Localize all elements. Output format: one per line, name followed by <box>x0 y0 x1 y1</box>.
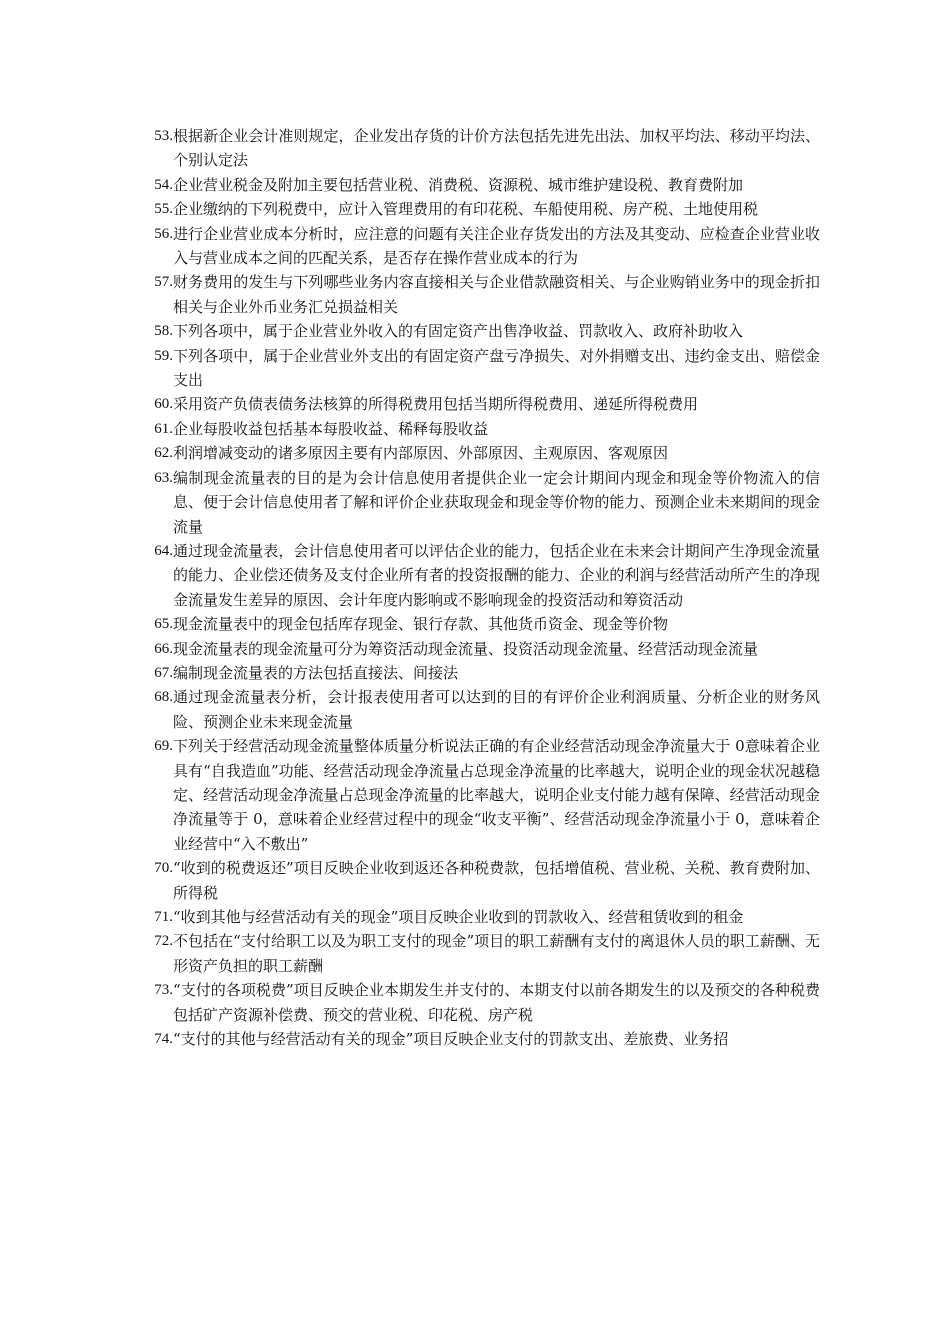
item-text: 下列关于经营活动现金流量整体质量分析说法正确的有企业经营活动现金净流量大于 0意味着企业具有“自我造血”功能、经营活动现金净流量占总现金净流量的比率越大，说明企业的现金状况越稳定、经营活动现金净流量占总现金净流量的比率越大，说明企业支付能力越有保障、经营活动现金净流量等于 0，意味着企业经营过程中的现金“收支平衡”、经营活动现金净流量小于 0，意味着企业经营中“入不敷出” <box>173 737 820 853</box>
list-item <box>140 392 820 416</box>
item-number: 69. <box>154 738 173 755</box>
item-number: 70. <box>154 860 173 877</box>
item-text: 编制现金流量表的目的是为会计信息使用者提供企业一定会计期间内现金和现金等价物流入的信息、便于会计信息使用者了解和评价企业获取现金和现金等价物的能力、预测企业未来期间的现金流量 <box>173 468 820 536</box>
item-number: 64. <box>154 542 173 559</box>
item-number: 74. <box>154 1031 173 1048</box>
numbered-list <box>140 124 820 1051</box>
item-text: 不包括在“支付给职工以及为职工支付的现金”项目的职工薪酬有支付的离退休人员的职工薪酬、无形资产负担的职工薪酬 <box>173 932 820 975</box>
list-item <box>140 929 820 978</box>
item-text: 通过现金流量表，会计信息使用者可以评估企业的能力，包括企业在未来会计期间产生净现金流量的能力、企业偿还债务及支付企业所有者的投资报酬的能力、企业的利润与经营活动所产生的净现金流量发生差异的原因、会计年度内影响或不影响现金的投资活动和筹资活动 <box>173 541 820 609</box>
item-text: 利润增减变动的诸多原因主要有内部原因、外部原因、主观原因、客观原因 <box>173 444 669 463</box>
list-item <box>140 197 820 221</box>
item-text: 下列各项中，属于企业营业外收入的有固定资产出售净收益、罚款收入、政府补助收入 <box>173 322 744 341</box>
item-text: “收到其他与经营活动有关的现金”项目反映企业收到的罚款收入、经营租赁收到的租金 <box>173 908 744 926</box>
list-item <box>140 734 820 856</box>
item-text: 编制现金流量表的方法包括直接法、间接法 <box>173 663 459 682</box>
item-number: 67. <box>154 664 173 681</box>
list-item <box>140 319 820 343</box>
list-item <box>140 124 820 173</box>
item-number: 73. <box>154 982 173 999</box>
item-text: 企业每股收益包括基本每股收益、稀释每股收益 <box>173 419 489 438</box>
item-text: 采用资产负债表债务法核算的所得税费用包括当期所得税费用、递延所得税费用 <box>173 395 699 414</box>
item-number: 57. <box>154 274 173 291</box>
list-item <box>140 270 820 319</box>
list-item <box>140 441 820 465</box>
item-number: 60. <box>154 396 173 413</box>
item-number: 59. <box>154 347 173 364</box>
item-text: 下列各项中，属于企业营业外支出的有固定资产盘亏净损失、对外捐赠支出、违约金支出、赔偿金支出 <box>173 346 820 390</box>
item-text: “支付的各项税费”项目反映企业本期发生并支付的、本期支付以前各期发生的以及预交的各种税费包括矿产资源补偿费、预交的营业税、印花税、房产税 <box>173 981 820 1024</box>
item-number: 62. <box>154 445 173 462</box>
item-text: 进行企业营业成本分析时，应注意的问题有关注企业存货发出的方法及其变动、应检查企业营业收入与营业成本之间的匹配关系，是否存在操作营业成本的行为 <box>173 224 820 268</box>
item-number: 55. <box>154 201 173 218</box>
list-item <box>140 612 820 636</box>
item-text: 企业营业税金及附加主要包括营业税、消费税、资源税、城市维护建设税、教育费附加 <box>173 175 744 194</box>
item-number: 58. <box>154 323 173 340</box>
list-item <box>140 344 820 393</box>
item-number: 54. <box>154 176 173 193</box>
item-number: 66. <box>154 640 173 657</box>
list-item <box>140 173 820 197</box>
item-number: 72. <box>154 933 173 950</box>
list-item <box>140 685 820 734</box>
list-item <box>140 466 820 539</box>
item-number: 56. <box>154 225 173 242</box>
list-item <box>140 661 820 685</box>
list-item <box>140 637 820 661</box>
item-text: 现金流量表中的现金包括库存现金、银行存款、其他货币资金、现金等价物 <box>173 615 669 634</box>
item-text: 企业缴纳的下列税费中，应计入管理费用的有印花税、车船使用税、房产税、土地使用税 <box>173 200 759 219</box>
list-item <box>140 856 820 905</box>
list-item <box>140 222 820 271</box>
list-item <box>140 978 820 1027</box>
item-number: 65. <box>154 616 173 633</box>
list-item <box>140 539 820 612</box>
item-text: “支付的其他与经营活动有关的现金”项目反映企业支付的罚款支出、差旅费、业务招 <box>173 1030 729 1049</box>
list-item <box>140 417 820 441</box>
item-number: 63. <box>154 469 173 486</box>
list-item <box>140 905 820 929</box>
item-number: 71. <box>154 909 173 925</box>
list-item <box>140 1027 820 1051</box>
item-text: 现金流量表的现金流量可分为筹资活动现金流量、投资活动现金流量、经营活动现金流量 <box>173 639 759 658</box>
item-text: 根据新企业会计准则规定，企业发出存货的计价方法包括先进先出法、加权平均法、移动平均法、个别认定法 <box>173 127 820 170</box>
item-number: 53. <box>154 128 173 144</box>
item-text: “收到的税费返还”项目反映企业收到返还各种税费款，包括增值税、营业税、关税、教育费附加、所得税 <box>173 859 820 902</box>
item-number: 61. <box>154 420 173 437</box>
item-text: 通过现金流量表分析，会计报表使用者可以达到的目的有评价企业利润质量、分析企业的财务风险、预测企业未来现金流量 <box>173 688 820 731</box>
item-number: 68. <box>154 689 173 706</box>
item-text: 财务费用的发生与下列哪些业务内容直接相关与企业借款融资相关、与企业购销业务中的现金折扣相关与企业外币业务汇兑损益相关 <box>173 273 820 316</box>
